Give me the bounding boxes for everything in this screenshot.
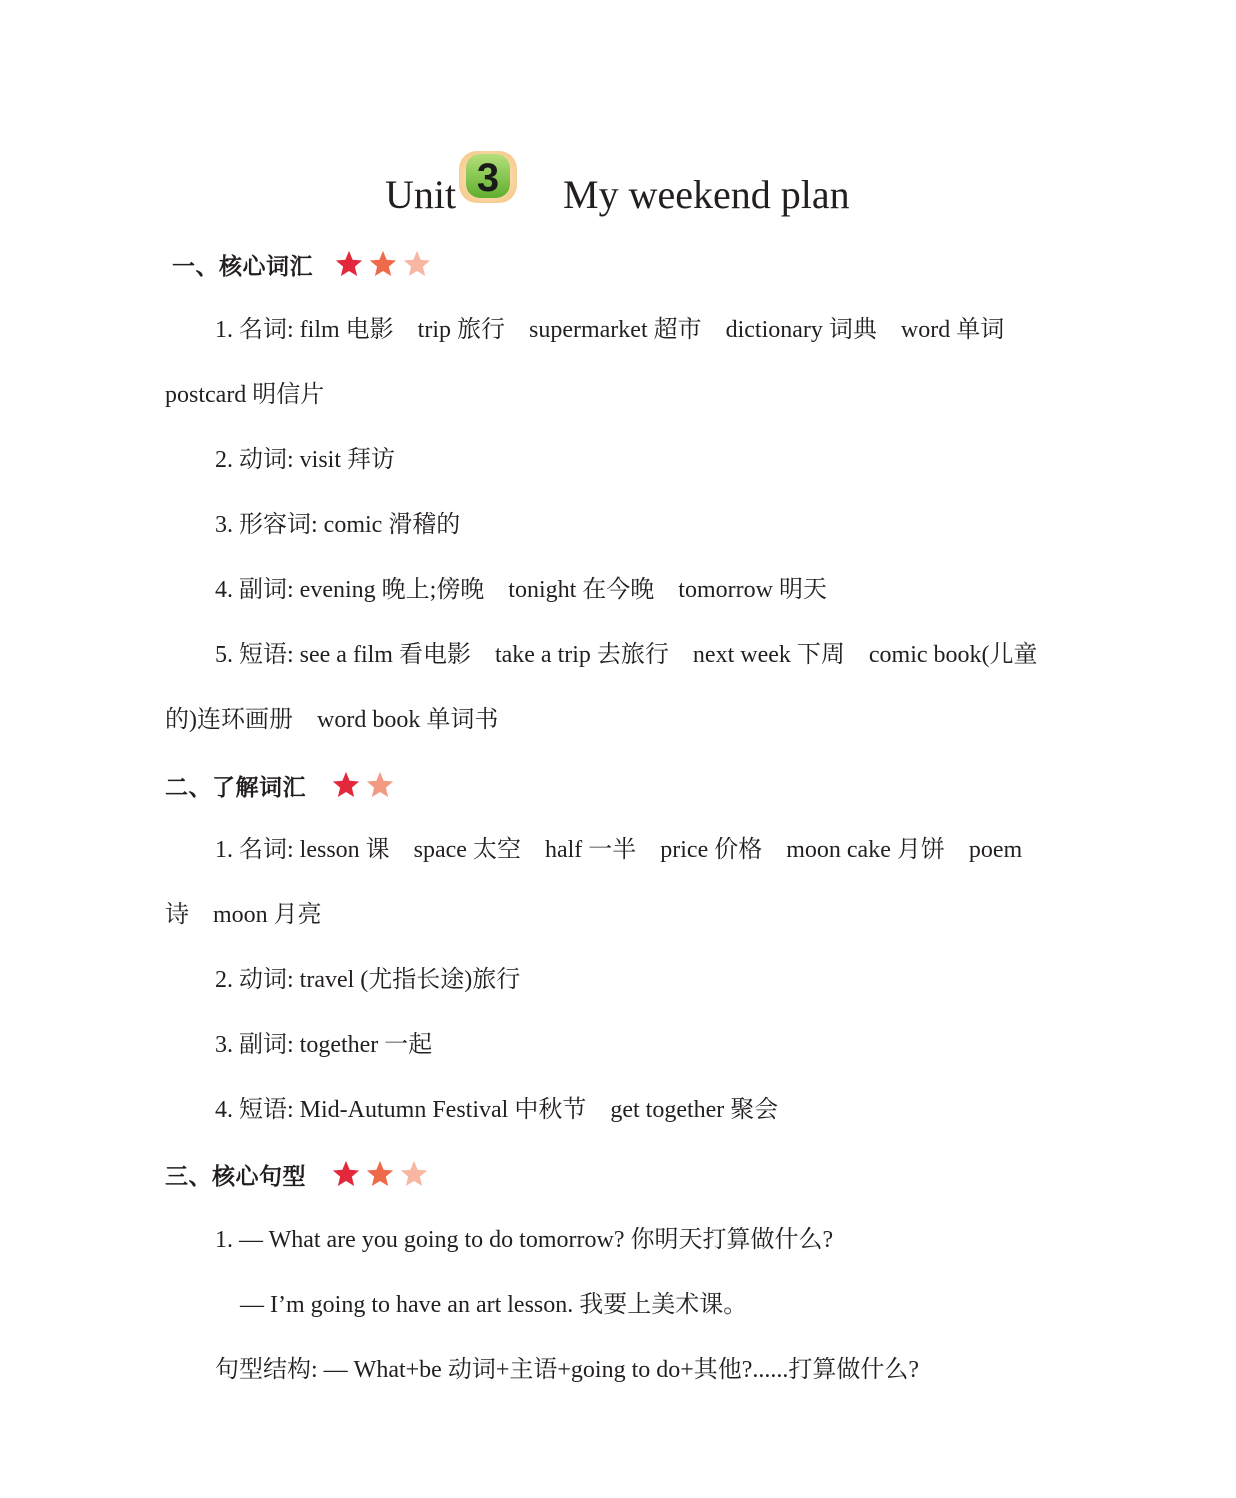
unit-number: 3 — [476, 156, 500, 200]
section-heading-label: 一、核心词汇 — [172, 253, 313, 280]
vocab-line: 4. 副词: evening 晚上;傍晚 tonight 在今晚 tomorrow 明天 — [215, 577, 827, 603]
rating-stars — [330, 1159, 432, 1189]
rating-stars — [330, 770, 398, 800]
section-heading-label: 三、核心句型 — [165, 1163, 306, 1190]
unit-number-badge — [457, 148, 519, 206]
page-title — [0, 145, 1236, 225]
unit-word: Unit — [385, 172, 457, 217]
star-icon — [333, 249, 365, 279]
section-heading-core-vocabulary — [172, 244, 435, 284]
rating-stars — [333, 249, 435, 279]
star-icon — [401, 249, 433, 279]
star-icon — [330, 1159, 362, 1189]
vocab-line: 4. 短语: Mid-Autumn Festival 中秋节 get together 聚会 — [215, 1097, 779, 1123]
star-icon — [364, 770, 396, 800]
star-icon — [364, 1159, 396, 1189]
vocab-line: 2. 动词: visit 拜访 — [215, 447, 396, 473]
vocab-line: 2. 动词: travel (尤指长途)旅行 — [215, 967, 521, 993]
vocab-line: 诗 moon 月亮 — [165, 902, 322, 928]
sentence-line: 1. — What are you going to do tomorrow? 你明天打算做什么? — [215, 1227, 834, 1253]
vocab-line: 3. 副词: together 一起 — [215, 1032, 433, 1058]
vocab-line: 的)连环画册 word book 单词书 — [165, 707, 499, 733]
sentence-structure-line: 句型结构: — What+be 动词+主语+going to do+其他?......打算做什么? — [215, 1357, 920, 1383]
star-icon — [330, 770, 362, 800]
section-heading-understand-vocabulary — [165, 765, 398, 805]
section-heading-core-sentences — [165, 1154, 432, 1194]
vocab-line: 1. 名词: lesson 课 space 太空 half 一半 price 价格 moon cake 月饼 poem — [215, 837, 1023, 863]
star-icon — [398, 1159, 430, 1189]
vocab-line: 3. 形容词: comic 滑稽的 — [215, 512, 461, 538]
star-icon — [367, 249, 399, 279]
vocab-line: postcard 明信片 — [165, 382, 325, 408]
page-subtitle: My weekend plan — [563, 172, 850, 217]
section-heading-label: 二、了解词汇 — [165, 774, 306, 801]
sentence-line: — I’m going to have an art lesson. 我要上美术课。 — [240, 1292, 748, 1318]
vocab-line: 1. 名词: film 电影 trip 旅行 supermarket 超市 dictionary 词典 word 单词 — [215, 317, 1005, 343]
vocab-line: 5. 短语: see a film 看电影 take a trip 去旅行 next week 下周 comic book(儿童 — [215, 642, 1038, 668]
